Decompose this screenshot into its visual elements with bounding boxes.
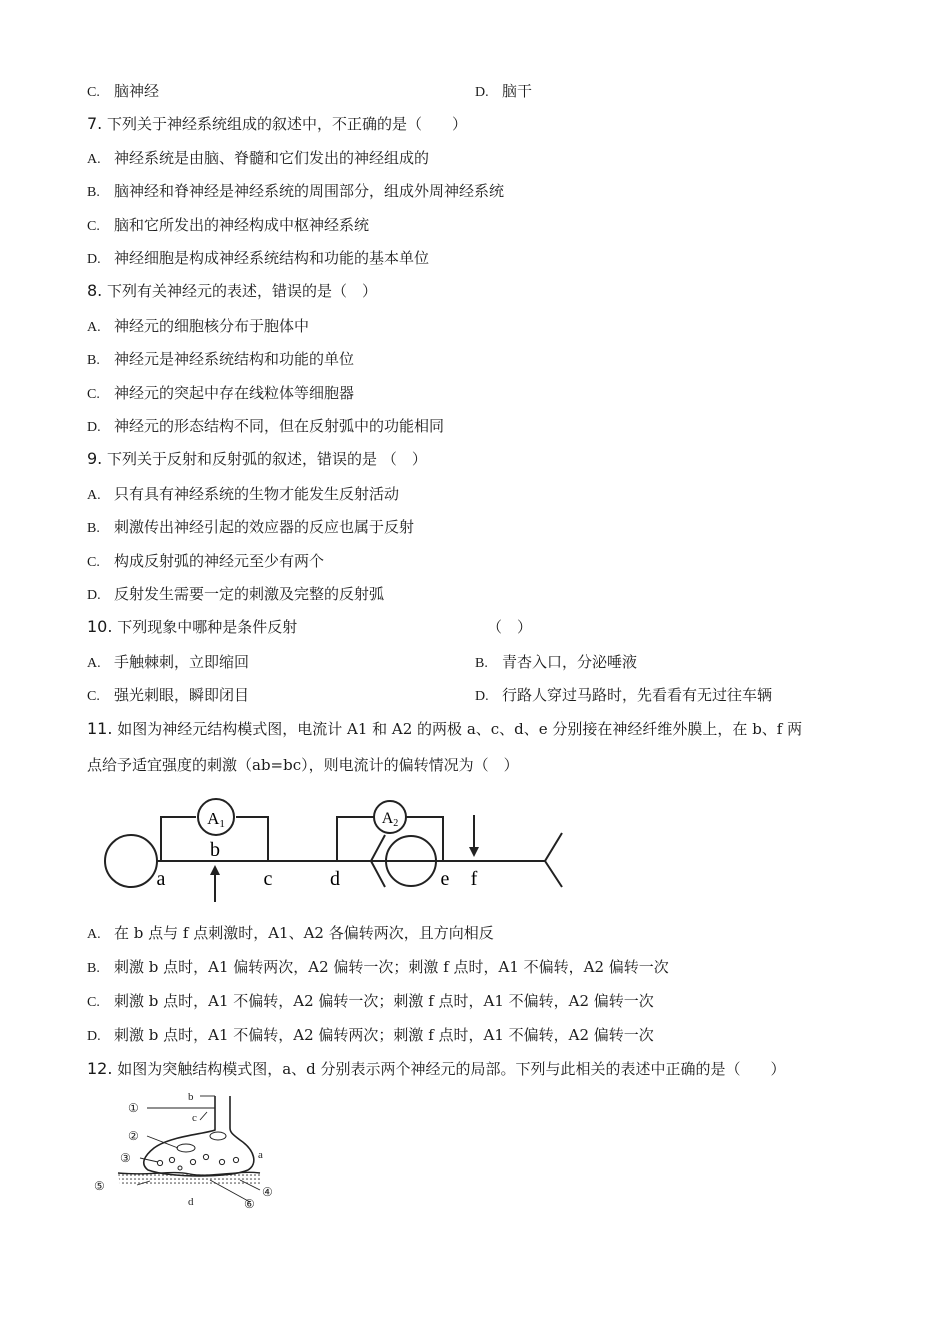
cell-body-left	[105, 835, 157, 887]
point-b: b	[210, 839, 220, 861]
question-9: 9. 下列关于反射和反射弧的叙述，错误的是 （ ）	[87, 449, 427, 468]
q9-option-a: A. 只有具有神经系统的生物才能发生反射活动	[87, 485, 400, 503]
question-11-cont: 点给予适宜强度的刺激（ab=bc），则电流计的偏转情况为（ ）	[87, 756, 519, 774]
point-f: f	[470, 868, 478, 890]
electrometer-a2-wire	[337, 817, 374, 861]
q9-option-d: D. 反射发生需要一定的刺激及完整的反射弧	[87, 585, 385, 603]
q10-answer-paren: （ ）	[487, 618, 533, 636]
label-6: ⑥	[244, 1197, 255, 1211]
label-a: a	[258, 1149, 263, 1161]
q7-option-b: B. 脑神经和脊神经是神经系统的周围部分，组成外周神经系统	[87, 182, 505, 200]
q9-option-c: C. 构成反射弧的神经元至少有两个	[87, 552, 325, 570]
label-a2: A2	[381, 810, 399, 829]
synapse-diagram	[90, 1090, 305, 1215]
prev-option-d: D. 脑干	[475, 82, 533, 100]
label-a1: A1	[207, 809, 225, 830]
q7-option-c: C. 脑和它所发出的神经构成中枢神经系统	[87, 216, 370, 234]
q10-option-b: B. 青杏入口，分泌唾液	[475, 653, 638, 671]
question-8: 8. 下列有关神经元的表述，错误的是（ ）	[87, 281, 378, 300]
axon-terminal-right	[545, 833, 562, 887]
stimulus-arrow-f-head	[469, 847, 479, 857]
q10-option-a: A. 手触棘刺，立即缩回	[87, 653, 250, 671]
point-a: a	[156, 868, 166, 890]
point-e: e	[440, 868, 450, 890]
q7-option-a: A. 神经系统是由脑、脊髓和它们发出的神经组成的	[87, 149, 430, 167]
postsynaptic-region	[118, 1173, 262, 1185]
q8-option-a: A. 神经元的细胞核分布于胞体中	[87, 317, 310, 335]
neuron-diagram	[95, 795, 570, 905]
prev-option-c: C. 脑神经	[87, 82, 160, 100]
label-3: ③	[120, 1151, 131, 1165]
q11-option-a: A. 在 b 点与 f 点刺激时，A1、A2 各偏转两次，且方向相反	[87, 924, 494, 942]
q9-option-b: B. 刺激传出神经引起的效应器的反应也属于反射	[87, 518, 415, 536]
q7-option-d: D. 神经细胞是构成神经系统结构和功能的基本单位	[87, 249, 430, 267]
question-11: 11. 如图为神经元结构模式图，电流计 A1 和 A2 的两极 a、c、d、e 分别接在神经纤维外膜上，在 b、f 两	[87, 719, 803, 738]
q8-option-b: B. 神经元是神经系统结构和功能的单位	[87, 350, 355, 368]
question-12: 12. 如图为突触结构模式图，a、d 分别表示两个神经元的局部。下列与此相关的表述中正确的是（ ）	[87, 1059, 786, 1078]
label-4: ④	[262, 1185, 273, 1199]
label-1: ①	[128, 1101, 139, 1115]
stimulus-arrow-b-head	[210, 865, 220, 875]
point-c: c	[263, 868, 273, 890]
question-7: 7. 下列关于神经系统组成的叙述中，不正确的是（ ）	[87, 114, 468, 133]
q11-option-c: C. 刺激 b 点时，A1 不偏转，A2 偏转一次；刺激 f 点时，A1 不偏转，A2 偏转一次	[87, 992, 654, 1010]
electrometer-a1-wire	[161, 817, 196, 861]
q11-option-b: B. 刺激 b 点时，A1 偏转两次，A2 偏转一次；刺激 f 点时，A1 不偏转，A2 偏转一次	[87, 958, 669, 976]
label-b: b	[188, 1091, 194, 1103]
q10-option-c: C. 强光刺眼，瞬即闭目	[87, 686, 250, 704]
point-d: d	[330, 868, 340, 890]
q11-option-d: D. 刺激 b 点时，A1 不偏转，A2 偏转两次；刺激 f 点时，A1 不偏转，A2 偏转一次	[87, 1026, 654, 1044]
label-2: ②	[128, 1129, 139, 1143]
q8-option-c: C. 神经元的突起中存在线粒体等细胞器	[87, 384, 355, 402]
label-5: ⑤	[94, 1179, 105, 1193]
label-d: d	[188, 1196, 194, 1208]
q8-option-d: D. 神经元的形态结构不同，但在反射弧中的功能相同	[87, 417, 445, 435]
label-c: c	[192, 1112, 197, 1124]
q10-option-d: D. 行路人穿过马路时，先看看有无过往车辆	[475, 686, 773, 704]
question-10: 10. 下列现象中哪种是条件反射	[87, 617, 298, 636]
